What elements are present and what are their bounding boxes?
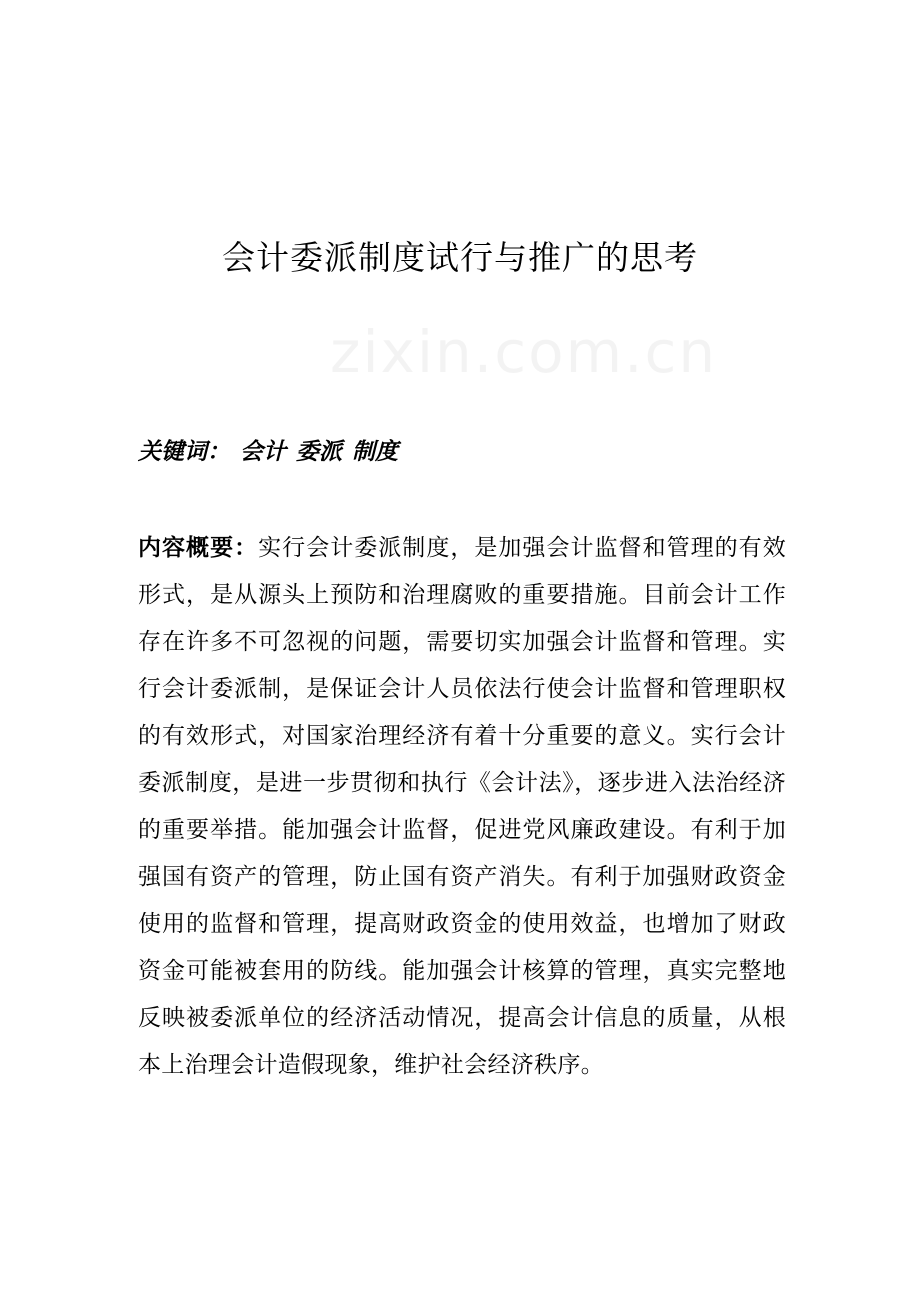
abstract-label: 内容概要： bbox=[138, 535, 259, 561]
keywords-line bbox=[138, 432, 398, 472]
keyword-item: 委派 bbox=[296, 439, 342, 465]
keyword-item: 制度 bbox=[352, 439, 398, 465]
keywords-label: 关键词： bbox=[138, 439, 230, 465]
abstract-paragraph bbox=[138, 525, 786, 1089]
watermark bbox=[330, 318, 717, 386]
document-title: 会计委派制度试行与推广的思考 bbox=[222, 238, 698, 277]
keyword-item: 会计 bbox=[240, 439, 286, 465]
abstract-text: 实行会计委派制度，是加强会计监督和管理的有效形式，是从源头上预防和治理腐败的重要措施。目前会计工作存在许多不可忽视的问题，需要切实加强会计监督和管理。实行会计委派制，是保证会计人员依法行使会计监督和管理职权的有效形式，对国家治理经济有着十分重要的意义。实行会计委派制度，是进一步贯彻和执行《会计法》，逐步进入法治经济的重要举措。能加强会计监督，促进党风廉政建设。有利于加强国有资产的管理，防止国有资产消失。有利于加强财政资金使用的监督和管理，提高财政资金的使用效益，也增加了财政资金可能被套用的防线。能加强会计核算的管理，真实完整地反映被委派单位的经济活动情况，提高会计信息的质量，从根本上治理会计造假现象，维护社会经济秩序。 bbox=[138, 535, 786, 1078]
